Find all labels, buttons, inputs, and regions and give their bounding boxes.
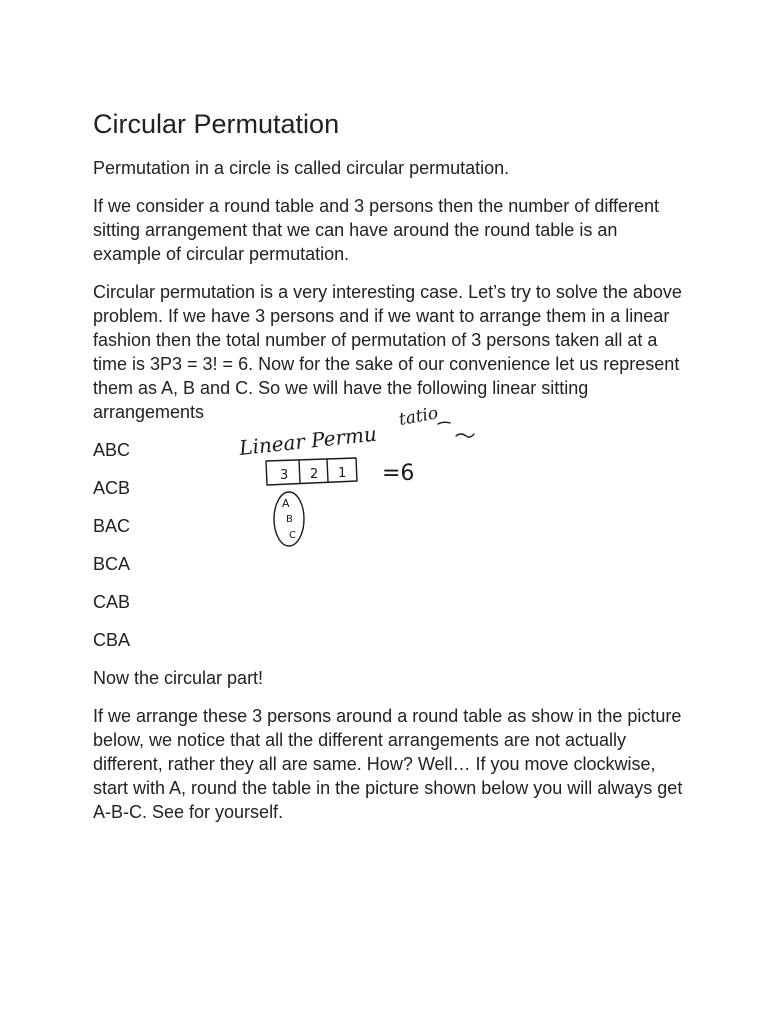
handwritten-tatio: tatio bbox=[397, 403, 440, 430]
handwritten-box-digit: 3 bbox=[280, 468, 289, 483]
paragraph-circular-explanation: If we arrange these 3 persons around a round table as show in the picture below, we notice that all the different arrangements are not actually different, rather they all are same. How? Well… If you move clockwise, start with A, round the table in the picture shown below you will always get A-B-C. See for yourself. bbox=[93, 706, 683, 822]
arrangement-item: CBA bbox=[93, 630, 131, 650]
handwritten-linear-permu: Linear Permu bbox=[238, 421, 378, 460]
handwritten-result: =6 bbox=[382, 461, 415, 486]
arrangement-item: BAC bbox=[93, 516, 131, 536]
handwritten-box-digit: 2 bbox=[310, 467, 319, 482]
paragraph-explanation: Circular permutation is a very interesting case. Let’s try to solve the above problem. If we have 3 persons and if we want to arrange them in a linear fashion then the total number of permutation of 3 persons taken all at a time is 3P3 = 3! = 6. Now for the sake of our convenience let us represent them as A, B and C. So we will have the following linear sitting arrangements bbox=[93, 282, 682, 422]
page-title: Circular Permutation bbox=[93, 109, 340, 139]
document-content bbox=[93, 106, 683, 838]
arrangement-item: ACB bbox=[93, 478, 131, 498]
arrangement-item: ABC bbox=[93, 440, 131, 460]
paragraph-example: If we consider a round table and 3 persons then the number of different sitting arrangement that we can have around the round table is an example of circular permutation. bbox=[93, 196, 660, 264]
handwritten-circled-letter: A bbox=[282, 497, 290, 510]
handwritten-circled-letter: C bbox=[289, 530, 296, 541]
handwritten-circled-letter: B bbox=[286, 514, 293, 525]
handwritten-box-digit: 1 bbox=[338, 466, 347, 481]
arrangement-item: BCA bbox=[93, 554, 131, 574]
paragraph-circular-intro: Now the circular part! bbox=[93, 668, 264, 688]
paragraph-definition: Permutation in a circle is called circular permutation. bbox=[93, 158, 510, 178]
arrangement-item: CAB bbox=[93, 592, 131, 612]
